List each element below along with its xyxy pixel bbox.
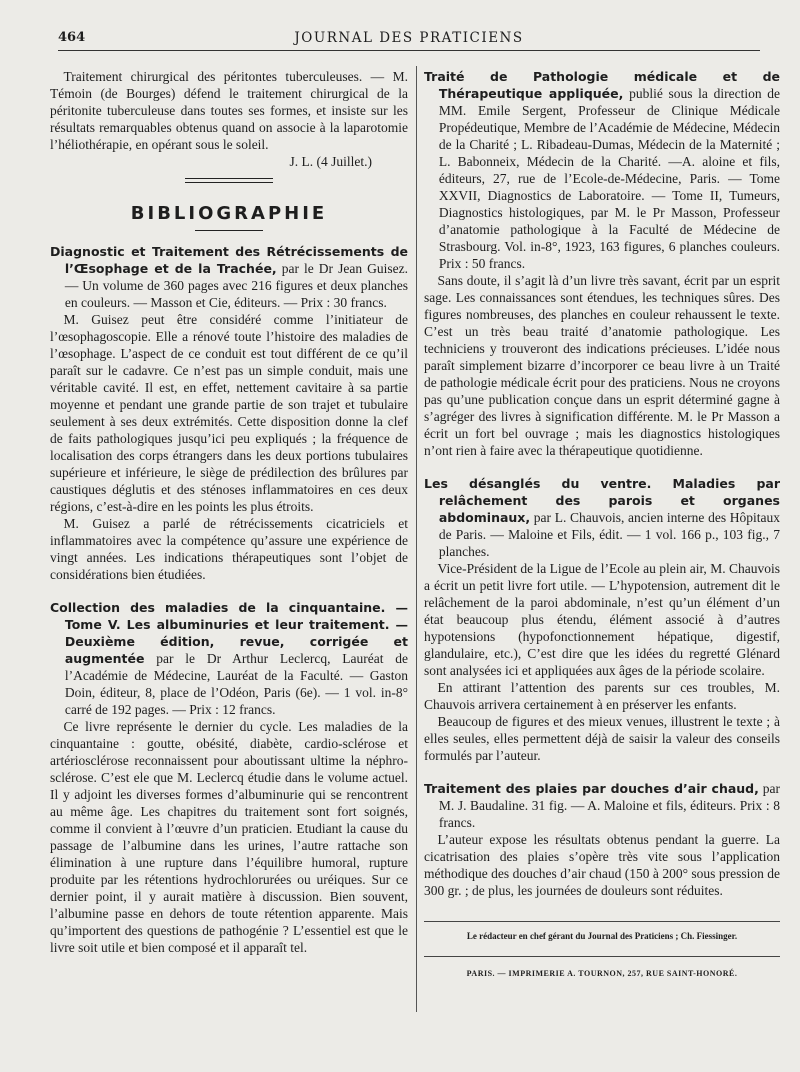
review-title: Traitement des plaies par douches d’air chaud, [424, 781, 759, 796]
section-rule [195, 230, 263, 231]
review-meta: par le Dr Jean Guisez. — Un volume de 360 pages avec 216 figures et deux planches en couleurs. — Masson et Cie, éditeurs. — Prix : 30 francs. [64, 261, 409, 310]
review-meta: par le Dr Arthur Leclercq, Lauréat de l’Académie de Médecine, Lauréat de la Faculté. — Gaston Doin, éditeur, 8, place de l’Odéon, Paris (6e). — 1 vol. in-8° carré de 192 pages. — Prix : 12 francs. [64, 651, 408, 717]
review-title: Diagnostic et Traitement des Rétrécissements de l’Œsophage et de la Trachée, [50, 244, 408, 276]
review-heading [424, 68, 780, 272]
review-paragraph: M. Guisez a parlé de rétrécissements cicatriciels et inflammatoires avec la compétence qu’assure une expérience de vingt années. Les indications thérapeutiques sont l’objet de considérations bien étudiées. [50, 516, 408, 582]
review-title: Les désanglés du ventre. Maladies par relâchement des parois et organes abdominaux, [424, 476, 780, 525]
review-heading [424, 475, 780, 560]
review-paragraph: M. Guisez peut être considéré comme l’initiateur de l’œsophagoscopie. Elle a rénové toute l’histoire des maladies de l’œsophage. L’aspect de ce conduit est tout différent de ce qu’il paraît sur le cadavre. Ce n’est pas un simple conduit, mais une véritable cavité. Il est, en effet, nettement cavitaire à sa partie moyenne et pendant une grande partie de son trajet et tubulaire seulement à ses deux extrémités. Cette disposition donne la clef de faits pathologiques jusqu’ici peu expliqués ; la fréquence de localisation des corps étrangers dans les deux portions tubulaires supérieure et inférieure, le siège de prédilection des brûlures par caustiques déglutis et des sténoses inflammatoires en ces deux régions, c’est-à-dire en les points les plus étroits. [50, 312, 408, 514]
journal-title: JOURNAL DES PRATICIENS [294, 30, 524, 46]
review-heading [50, 243, 408, 311]
double-rule [185, 178, 273, 183]
intro-paragraph: Traitement chirurgical des péritontes tuberculeuses. — M. Témoin (de Bourges) défend le traitement chirurgical de la péritonite tuberculeuse dans toutes ses formes, et insiste sur les résultats remarquables obtenus quand on associe à la laparotomie l’héliothérapie, en opérant sous le soleil. [50, 69, 408, 152]
review-paragraph: En attirant l’attention des parents sur ces troubles, M. Chauvois arrivera certainement à en préserver les enfants. [424, 680, 780, 712]
section-title: BIBLIOGRAPHIE [130, 203, 328, 224]
left-column [50, 68, 408, 956]
review-heading [424, 780, 780, 831]
intro-signature: J. L. (4 Juillet.) [289, 154, 372, 169]
review-paragraph: Vice-Président de la Ligue de l’Ecole au plein air, M. Chauvois a écrit un petit livre fort utile. — L’hypotension, autrement dit le relâchement de la paroi abdominale, n’est qu’un élément d’un état beaucoup plus étendu, élément associé à d’autres hypotensions (hypofonctionnement hépatique, digestif, glandulaire, etc.), C’est dire que les idées du regretté Glénard sont analysées ici et appliquées aux âges de la période scolaire. [424, 561, 780, 678]
review-meta: par M. J. Baudaline. 31 fig. — A. Maloine et fils, éditeurs. Prix : 8 francs. [438, 781, 781, 830]
right-column [424, 68, 780, 982]
column-divider [416, 66, 417, 1012]
review-title: Traité de Pathologie médicale et de Thérapeutique appliquée, [424, 69, 780, 101]
running-head [58, 30, 760, 51]
editor-note: Le rédacteur en chef gérant du Journal des Praticiens ; Ch. Fiessinger. [424, 921, 780, 942]
review-meta: publié sous la direction de MM. Emile Sergent, Professeur de Clinique Médicale Propédeutique, Membre de l’Académie de Médecine, Médecin de la Charité ; L. Ribadeau-Dumas, Médecin de la Maternité ; L. Babonneix, Médecin de la Charité. —A. aloine et fils, éditeurs, 27, rue de l’Ecole-de-Médecine, Paris. — Tome XXVII, Diagnostics de Laboratoire. — Tome II, Tumeurs, Diagnostics histologiques, par M. le Pr Masson, Professeur d’anatomie pathologique à la Faculté de Médecine de Strasbourg. Vol. in-8°, 1923, 163 figures, 6 planches couleurs. Prix : 50 francs. [438, 86, 781, 271]
review-paragraph: L’auteur expose les résultats obtenus pendant la guerre. La cicatrisation des plaies s’opère très vite sous l’application méthodique des douches d’air chaud (150 à 200° sous pression de 300 gr. ; de plus, les journées de douleurs sont réduites. [424, 832, 780, 898]
review-title: Collection des maladies de la cinquantaine. — Tome V. Les albuminuries et leur traitement. — Deuxième édition, revue, corrigée et augmentée [50, 600, 408, 666]
page-number: 464 [58, 30, 86, 45]
review-paragraph: Beaucoup de figures et des mieux venues, illustrent le texte ; à elles seules, elles permettent déjà de saisir la valeur des conseils formulés par l’auteur. [424, 714, 780, 763]
review-paragraph: Ce livre représente le dernier du cycle. Les maladies de la cinquantaine : goutte, obésité, diabète, cardio-sclérose et artériosclérose reconnaissent pour aboutissant ultime la néphro-sclérose. C’est ele que M. Leclercq étudie dans le volume actuel. Il y adjoint les diverses formes d’albuminurie qui se rencontrent au même âge. Les chapitres du traitement sont fort soignés, comme il convient à l’œuvre d’un praticien. Etudiant la cause du passage de l’albumine dans les urines, l’autre rattache son élimination à une rupture dans l’équilibre humoral, rupture produite par les rétentions hydrochlorurées ou uréiques. Sur ce dernier point, il y aurait matière à discussion. Bien souvent, l’albumine passe en dehors de toute rétention apparente. Mais qu’importent des questions de pathogénie ? L’essentiel est que le livre soit utile et bien composé et il apparaît tel. [50, 719, 408, 955]
review-meta: par L. Chauvois, ancien interne des Hôpitaux de Paris. — Maloine et Fils, édit. — 1 vol. 166 p., 103 fig., 7 planches. [438, 510, 780, 559]
printer-imprint: PARIS. — IMPRIMERIE A. TOURNON, 257, RUE SAINT-HONORÉ. [424, 956, 780, 982]
review-heading [50, 599, 408, 718]
review-paragraph: Sans doute, il s’agit là d’un livre très savant, écrit par un esprit sage. Les connaissances sont étendues, les techniques sûres. Des figures nombreuses, des planches en couleur rehaussent le texte. C’est un très beau traité d’anatomie pathologique. Les techniciens y trouveront des indications précieuses. L’idée nous paraît simplement bizarre d’incorporer ce beau livre à un Traité de pathologie médicale écrit pour des praticiens. Nous ne croyons pas qu’une publication conçue dans un esprit déterminé gagne à s’agréger des livres à signification différente. M. le Pr Masson a écrit un fort bel ouvrage ; mais les diagnostics histologiques n’ont rien à faire avec la thérapeutique quotidienne. [424, 273, 780, 458]
